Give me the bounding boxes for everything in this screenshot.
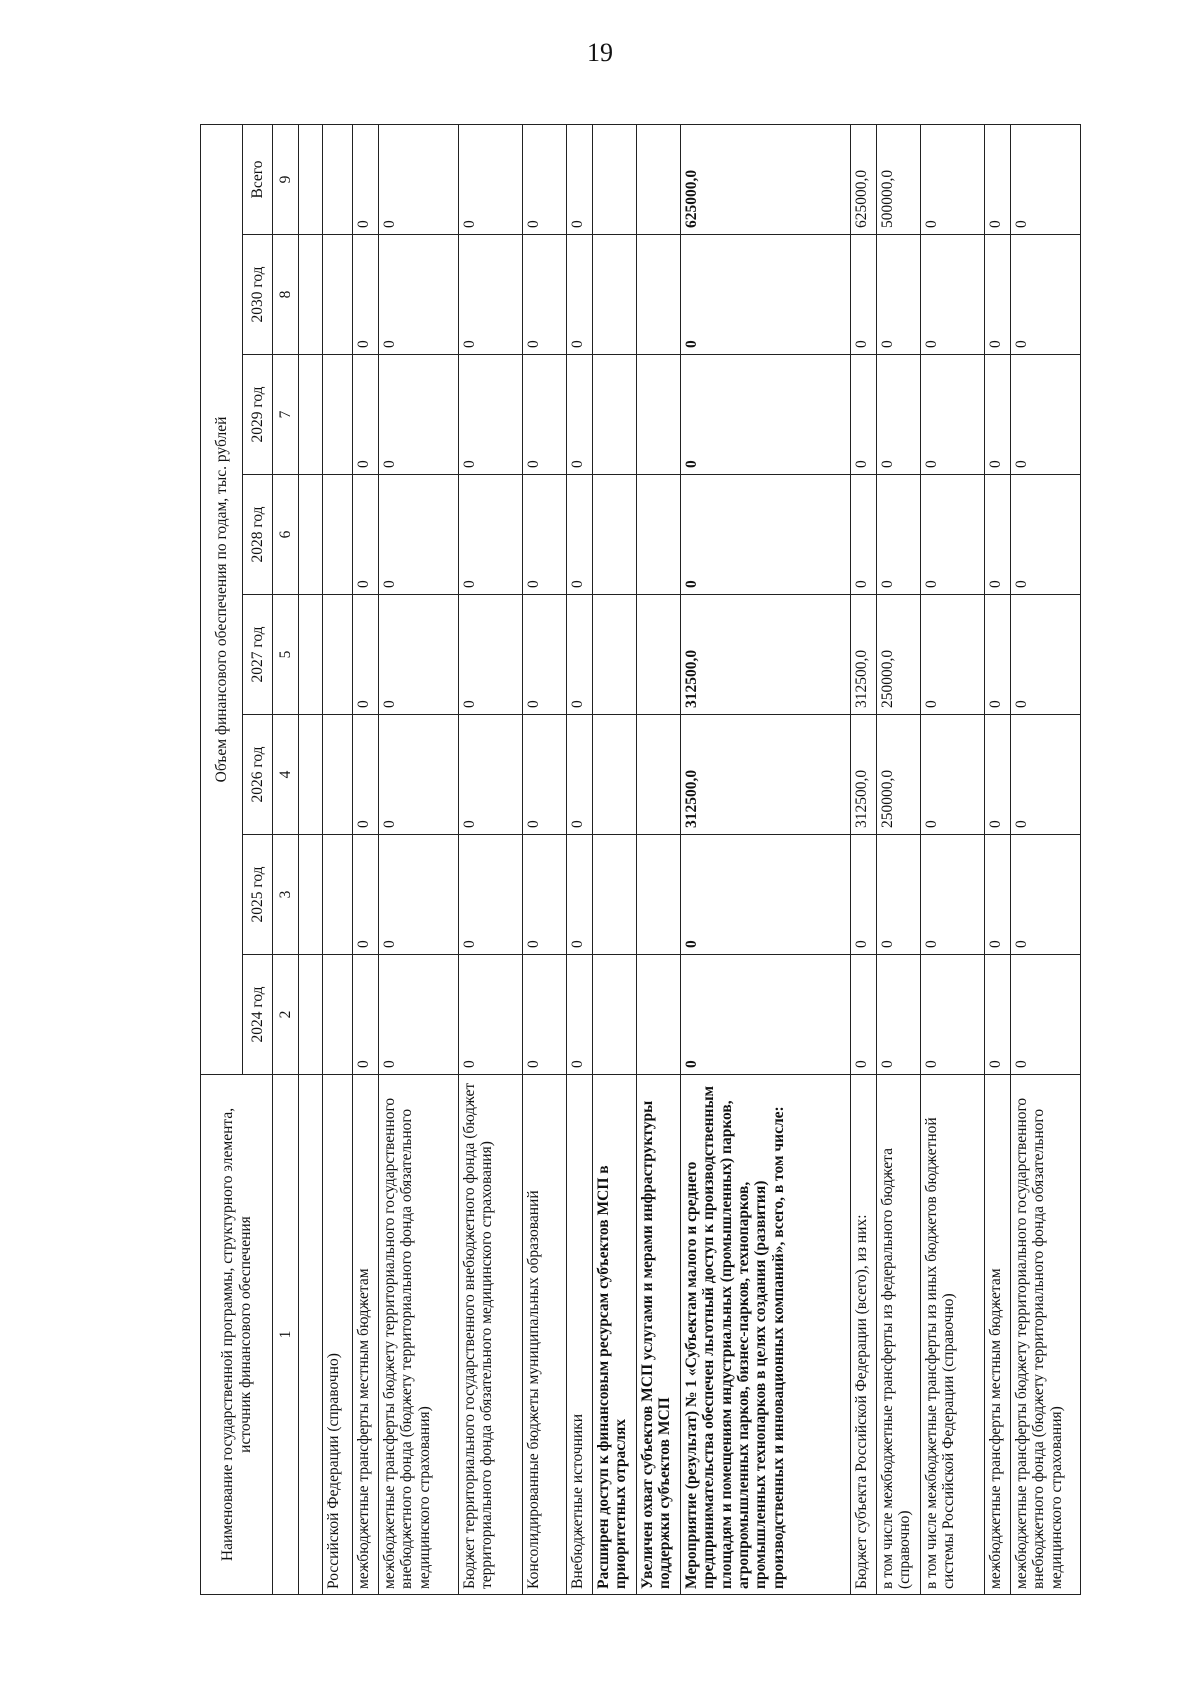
- value-cell: 312500,0: [681, 715, 851, 835]
- value-cell: 0: [985, 125, 1011, 235]
- column-number: 8: [273, 235, 299, 355]
- row-label: Увеличен охват субъектов МСП услугами и мерами инфраструктуры поддержки субъектов МСП: [637, 1075, 681, 1595]
- table-row: [985, 125, 1011, 1595]
- value-cell: 0: [877, 235, 921, 355]
- value-cell: 0: [459, 715, 523, 835]
- value-cell: 312500,0: [851, 715, 877, 835]
- value-cell: 0: [523, 715, 567, 835]
- value-cell: [299, 355, 323, 475]
- value-cell: 0: [1011, 835, 1081, 955]
- column-number: 9: [273, 125, 299, 235]
- value-cell: 0: [1011, 475, 1081, 595]
- row-label: Бюджет территориального государственного внебюджетного фонда (бюджет территориального фонда обязательного медицинского страхования): [459, 1075, 523, 1595]
- value-cell: 0: [567, 125, 593, 235]
- value-cell: [637, 475, 681, 595]
- table-row: [877, 125, 921, 1595]
- value-cell: 0: [353, 955, 379, 1075]
- page-number: 19: [587, 38, 613, 67]
- value-cell: 0: [921, 235, 985, 355]
- value-cell: 0: [921, 835, 985, 955]
- value-cell: 0: [567, 595, 593, 715]
- table-row: [681, 125, 851, 1595]
- value-cell: 0: [921, 355, 985, 475]
- value-cell: 0: [459, 355, 523, 475]
- value-cell: 0: [567, 235, 593, 355]
- rotated-table-container: [200, 125, 1065, 1595]
- value-cell: 250000,0: [877, 715, 921, 835]
- value-cell: 0: [353, 235, 379, 355]
- value-cell: 0: [523, 475, 567, 595]
- row-label: Бюджет субъекта Российской Федерации (всего), из них:: [851, 1075, 877, 1595]
- value-cell: 0: [681, 355, 851, 475]
- value-cell: 0: [985, 715, 1011, 835]
- row-label: Консолидированные бюджеты муниципальных образований: [523, 1075, 567, 1595]
- row-label: межбюджетные трансферты бюджету территориального государственного внебюджетного фонда (бюджету территориального фонда обязательного медицинского страхования): [379, 1075, 459, 1595]
- value-cell: [637, 125, 681, 235]
- value-cell: 0: [379, 475, 459, 595]
- value-cell: [593, 475, 637, 595]
- value-cell: 0: [985, 235, 1011, 355]
- value-cell: 0: [523, 955, 567, 1075]
- value-cell: 0: [985, 955, 1011, 1075]
- value-cell: [299, 235, 323, 355]
- value-cell: [323, 835, 353, 955]
- value-cell: 0: [567, 715, 593, 835]
- volume-header: Объем финансового обеспечения по годам, тыс. рублей: [201, 125, 243, 1075]
- value-cell: 0: [459, 955, 523, 1075]
- row-label: межбюджетные трансферты бюджету территориального государственного внебюджетного фонда (бюджету территориального фонда обязательного медицинского страхования): [1011, 1075, 1081, 1595]
- value-cell: 0: [877, 475, 921, 595]
- value-cell: [323, 235, 353, 355]
- value-cell: 0: [459, 835, 523, 955]
- column-number: 3: [273, 835, 299, 955]
- value-cell: [593, 235, 637, 355]
- name-column-header: Наименование государственной программы, структурного элемента, источник финансового обеспечения: [201, 1075, 273, 1595]
- value-cell: 0: [921, 125, 985, 235]
- value-cell: 0: [567, 475, 593, 595]
- financing-table: [200, 124, 1081, 1595]
- value-cell: 0: [459, 595, 523, 715]
- value-cell: [637, 235, 681, 355]
- table-row: [523, 125, 567, 1595]
- value-cell: 0: [459, 125, 523, 235]
- value-cell: 0: [921, 955, 985, 1075]
- table-row: [1011, 125, 1081, 1595]
- value-cell: 0: [379, 355, 459, 475]
- year-header: 2029 год: [243, 355, 273, 475]
- value-cell: [323, 125, 353, 235]
- value-cell: 0: [379, 125, 459, 235]
- value-cell: 0: [985, 355, 1011, 475]
- value-cell: 0: [877, 835, 921, 955]
- column-number: 5: [273, 595, 299, 715]
- value-cell: 250000,0: [877, 595, 921, 715]
- column-number: 7: [273, 355, 299, 475]
- value-cell: 0: [353, 835, 379, 955]
- value-cell: [323, 955, 353, 1075]
- value-cell: 0: [985, 835, 1011, 955]
- table-row: [921, 125, 985, 1595]
- column-number: 2: [273, 955, 299, 1075]
- value-cell: [637, 355, 681, 475]
- value-cell: 0: [523, 595, 567, 715]
- table-row: [637, 125, 681, 1595]
- value-cell: [593, 355, 637, 475]
- value-cell: 0: [985, 595, 1011, 715]
- table-row: [353, 125, 379, 1595]
- value-cell: 0: [851, 475, 877, 595]
- value-cell: [637, 955, 681, 1075]
- value-cell: 0: [353, 595, 379, 715]
- value-cell: [593, 835, 637, 955]
- column-number: 1: [273, 1075, 299, 1595]
- value-cell: [299, 125, 323, 235]
- table-row: [299, 125, 323, 1595]
- row-label: в том числе межбюджетные трансферты из иных бюджетов бюджетной системы Российской Федерации (справочно): [921, 1075, 985, 1595]
- value-cell: [593, 125, 637, 235]
- year-header: Всего: [243, 125, 273, 235]
- row-label: в том числе межбюджетные трансферты из федерального бюджета (справочно): [877, 1075, 921, 1595]
- value-cell: 0: [985, 475, 1011, 595]
- year-header: 2028 год: [243, 475, 273, 595]
- value-cell: 500000,0: [877, 125, 921, 235]
- value-cell: 0: [921, 595, 985, 715]
- value-cell: [593, 595, 637, 715]
- value-cell: 0: [379, 595, 459, 715]
- value-cell: 0: [379, 955, 459, 1075]
- value-cell: 0: [459, 235, 523, 355]
- row-label: Внебюджетные источники: [567, 1075, 593, 1595]
- value-cell: 0: [353, 475, 379, 595]
- value-cell: 0: [353, 715, 379, 835]
- row-label: Мероприятие (результат) № 1 «Субъектам малого и среднего предпринимательства обеспечен льготный доступ к производственным площадям и помещениям индустриальных (промышленных) парков, агропромышленных парков, бизнес-парков, технопарков, промышленных технопарков в целях создания (развития) производственных и инновационных компаний», всего, в том числе:: [681, 1075, 851, 1595]
- value-cell: [323, 715, 353, 835]
- value-cell: 0: [567, 835, 593, 955]
- value-cell: [323, 595, 353, 715]
- value-cell: 0: [681, 235, 851, 355]
- year-header: 2030 год: [243, 235, 273, 355]
- value-cell: [637, 595, 681, 715]
- column-numbers-row: [273, 125, 299, 1595]
- row-label: Расширен доступ к финансовым ресурсам субъектов МСП в приоритетных отраслях: [593, 1075, 637, 1595]
- value-cell: 0: [851, 835, 877, 955]
- value-cell: 0: [877, 955, 921, 1075]
- value-cell: 0: [1011, 955, 1081, 1075]
- value-cell: 0: [379, 835, 459, 955]
- value-cell: [299, 835, 323, 955]
- value-cell: 0: [1011, 715, 1081, 835]
- value-cell: 625000,0: [681, 125, 851, 235]
- value-cell: 0: [681, 835, 851, 955]
- value-cell: 312500,0: [681, 595, 851, 715]
- value-cell: 0: [681, 955, 851, 1075]
- value-cell: 0: [851, 355, 877, 475]
- value-cell: [323, 355, 353, 475]
- value-cell: [637, 835, 681, 955]
- value-cell: 0: [1011, 595, 1081, 715]
- value-cell: 0: [1011, 125, 1081, 235]
- value-cell: 0: [523, 235, 567, 355]
- value-cell: 0: [851, 955, 877, 1075]
- column-number: 4: [273, 715, 299, 835]
- row-label: Российской Федерации (справочно): [323, 1075, 353, 1595]
- year-header: 2027 год: [243, 595, 273, 715]
- table-row: [459, 125, 523, 1595]
- year-header: 2024 год: [243, 955, 273, 1075]
- year-header: 2025 год: [243, 835, 273, 955]
- table-row: [323, 125, 353, 1595]
- table-row: [593, 125, 637, 1595]
- value-cell: 0: [379, 715, 459, 835]
- value-cell: [299, 955, 323, 1075]
- value-cell: [593, 715, 637, 835]
- value-cell: [323, 475, 353, 595]
- value-cell: [299, 475, 323, 595]
- value-cell: 0: [353, 125, 379, 235]
- value-cell: 625000,0: [851, 125, 877, 235]
- value-cell: 0: [681, 475, 851, 595]
- table-row: [567, 125, 593, 1595]
- value-cell: 0: [353, 355, 379, 475]
- value-cell: 0: [851, 235, 877, 355]
- value-cell: 0: [459, 475, 523, 595]
- table-body: [299, 125, 1081, 1595]
- value-cell: 0: [567, 355, 593, 475]
- value-cell: 0: [567, 955, 593, 1075]
- value-cell: [593, 955, 637, 1075]
- value-cell: 0: [523, 125, 567, 235]
- column-number: 6: [273, 475, 299, 595]
- year-header: 2026 год: [243, 715, 273, 835]
- value-cell: 312500,0: [851, 595, 877, 715]
- value-cell: 0: [1011, 355, 1081, 475]
- value-cell: 0: [523, 355, 567, 475]
- value-cell: [299, 715, 323, 835]
- value-cell: 0: [523, 835, 567, 955]
- row-label: межбюджетные трансферты местным бюджетам: [985, 1075, 1011, 1595]
- value-cell: 0: [921, 475, 985, 595]
- value-cell: 0: [1011, 235, 1081, 355]
- value-cell: 0: [379, 235, 459, 355]
- value-cell: [299, 595, 323, 715]
- table-row: [851, 125, 877, 1595]
- row-label: [299, 1075, 323, 1595]
- value-cell: [637, 715, 681, 835]
- row-label: межбюджетные трансферты местным бюджетам: [353, 1075, 379, 1595]
- table-row: [379, 125, 459, 1595]
- value-cell: 0: [877, 355, 921, 475]
- value-cell: 0: [921, 715, 985, 835]
